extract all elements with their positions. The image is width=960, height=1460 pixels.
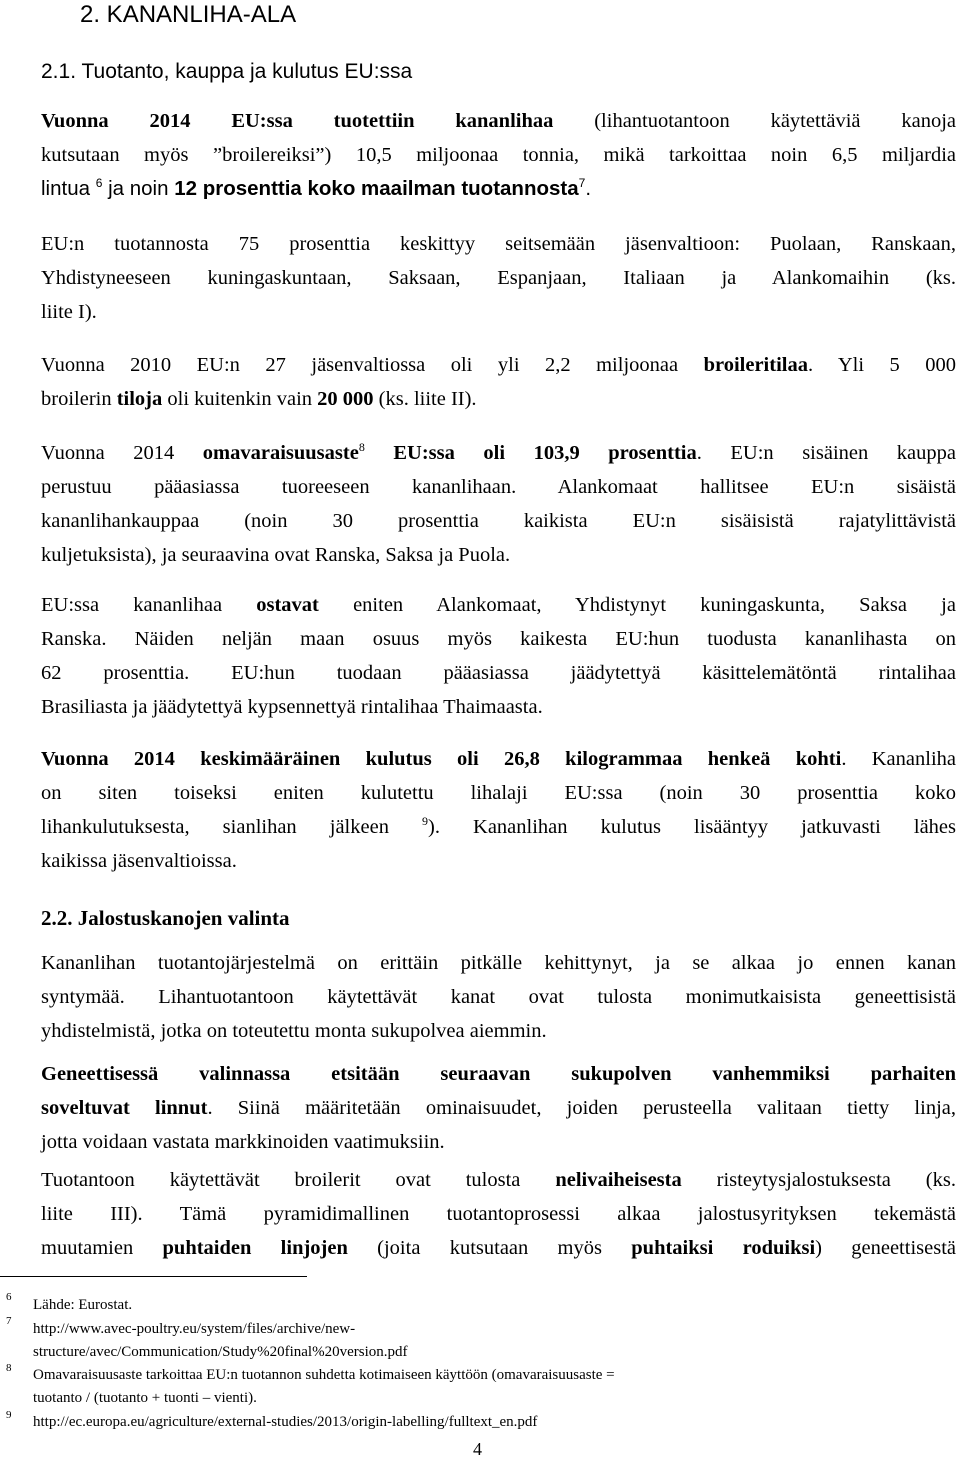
- bold-phrase: ostavat: [256, 594, 319, 616]
- bold-phrase: nelivaiheisesta: [555, 1169, 682, 1191]
- text-span: lihankulutuksesta, sianlihan jälkeen: [41, 816, 423, 838]
- footnote-ref[interactable]: 8: [358, 440, 365, 455]
- text-span: .: [585, 177, 592, 200]
- text-line: kaikissa jäsenvaltioissa.: [41, 850, 237, 872]
- text-line: jotta voidaan vastata markkinoiden vaatimuksiin.: [41, 1131, 445, 1153]
- text-line: liite III). Tämä pyramidimallinen tuotantoprosessi alkaa jalostusyrityksen tekemästä: [41, 1203, 956, 1225]
- bold-phrase: 20 000: [317, 388, 374, 410]
- bold-phrase: tiloja: [116, 388, 163, 410]
- text-line: [41, 1163, 956, 1197]
- bold-phrase: Vuonna 2014 keskimääräinen kulutus oli 26,8 kilogrammaa henkeä kohti: [41, 748, 842, 770]
- text-line: [41, 348, 956, 382]
- text-span: . EU:n sisäinen kauppa: [696, 442, 956, 464]
- bold-phrase: puhtaiden linjojen: [162, 1237, 348, 1259]
- paragraph-member-states: [41, 227, 956, 329]
- section-heading: 2. KANANLIHA-ALA: [80, 1, 297, 28]
- text-span: Vuonna 2010 EU:n 27 jäsenvaltiossa oli yli 2,2 miljoonaa: [41, 354, 704, 376]
- text-line: [41, 104, 956, 138]
- paragraph-imports: [41, 588, 956, 724]
- text-line: [41, 382, 956, 416]
- text-span: (lihantuotantoon käytettäviä kanoja: [553, 110, 956, 132]
- text-span: muutamien: [41, 1237, 163, 1259]
- footnote-ref[interactable]: 6: [95, 176, 103, 191]
- footnote-link[interactable]: http://www.avec-poultry.eu/system/files/archive/new-: [33, 1321, 356, 1337]
- text-span: risteytysjalostuksesta (ks.: [681, 1169, 956, 1191]
- text-line: kananlihankauppaa (noin 30 prosenttia kaikista EU:n sisäisistä rajatylittävistä: [41, 510, 956, 532]
- text-line: Ranska. Näiden neljän maan osuus myös kaikesta EU:hun tuodusta kananlihasta on: [41, 628, 956, 650]
- text-line: [41, 1231, 956, 1265]
- bold-phrase: soveltuvat linnut: [41, 1097, 208, 1119]
- bold-phrase: broileritilaa: [703, 354, 808, 376]
- text-line: [41, 810, 956, 844]
- text-line: [41, 588, 956, 622]
- footnote-ref[interactable]: 7: [578, 176, 586, 191]
- paragraph-farms: [41, 348, 956, 416]
- text-span: ). Kananlihan kulutus lisääntyy jatkuvasti lähes: [428, 816, 957, 838]
- footnote-text: Lähde: Eurostat.: [33, 1297, 133, 1313]
- text-line: [41, 742, 956, 776]
- text-line: [41, 1091, 956, 1125]
- footnote-separator: [0, 1276, 307, 1277]
- bold-phrase: omavaraisuusaste: [202, 442, 359, 464]
- footnote-number: 6: [6, 1291, 12, 1303]
- text-line: syntymää. Lihantuotantoon käytettävät kanat ovat tulosta monimutkaisista geneettisistä: [41, 986, 956, 1008]
- footnote-link[interactable]: structure/avec/Communication/Study%20final%20version.pdf: [33, 1344, 408, 1360]
- text-span: oli kuitenkin vain: [162, 388, 318, 410]
- text-line: EU:n tuotannosta 75 prosenttia keskittyy seitsemään jäsenvaltioon: Puolaan, Ranskaan,: [41, 233, 956, 255]
- bold-phrase: puhtaiksi roduiksi: [631, 1237, 816, 1259]
- text-line: Geneettisessä valinnassa etsitään seuraavan sukupolven vanhemmiksi parhaiten: [41, 1063, 956, 1085]
- bold-phrase: EU:ssa oli 103,9 prosenttia: [364, 442, 697, 464]
- text-line: [41, 436, 956, 470]
- text-line: kuljetuksista), ja seuraavina ovat Ranska, Saksa ja Puola.: [41, 544, 511, 566]
- text-span: (ks. liite II).: [373, 388, 477, 410]
- paragraph-consumption: [41, 742, 956, 878]
- text-span: Tuotantoon käytettävät broilerit ovat tulosta: [41, 1169, 556, 1191]
- paragraph-breeding: [41, 1163, 956, 1265]
- text-line: Kananlihan tuotantojärjestelmä on erittäin pitkälle kehittynyt, ja se alkaa jo ennen kanan: [41, 952, 956, 974]
- text-span: . Yli 5 000: [807, 354, 956, 376]
- text-span: . Kananliha: [841, 748, 956, 770]
- page-number: 4: [473, 1439, 482, 1459]
- text-line: 62 prosenttia. EU:hun tuodaan pääasiassa jäädytettyä käsittelemätöntä rintalihaa: [41, 662, 956, 684]
- text-line: on siten toiseksi eniten kulutettu lihalaji EU:ssa (noin 30 prosenttia koko: [41, 782, 956, 804]
- footnote-text: tuotanto / (tuotanto + tuonti – vienti).: [33, 1390, 257, 1406]
- text-span: . Siinä määritetään ominaisuudet, joiden perusteella valitaan tietty linja,: [207, 1097, 956, 1119]
- text-line: Yhdistyneeseen kuningaskuntaan, Saksaan, Espanjaan, Italiaan ja Alankomaihin (ks.: [41, 267, 956, 289]
- text-span: eniten Alankomaat, Yhdistynyt kuningaskunta, Saksa ja: [318, 594, 956, 616]
- text-line: kutsutaan myös ”broilereiksi”) 10,5 miljoonaa tonnia, mikä tarkoittaa noin 6,5 miljardia: [41, 144, 956, 166]
- text-span: EU:ssa kananlihaa: [41, 594, 257, 616]
- footnote-link[interactable]: http://ec.europa.eu/agriculture/external-studies/2013/origin-labelling/fulltext_en.pdf: [33, 1414, 538, 1430]
- bold-phrase: 12 prosenttia koko maailman tuotannosta: [174, 177, 579, 200]
- text-span: Vuonna 2014: [41, 442, 203, 464]
- text-line: perustuu pääasiassa tuoreeseen kananlihaan. Alankomaat hallitsee EU:n sisäistä: [41, 476, 956, 498]
- text-line: liite I).: [41, 301, 97, 323]
- text-span: ) geneettisestä: [815, 1237, 956, 1259]
- subsection-heading-2-2: 2.2. Jalostuskanojen valinta: [41, 906, 290, 930]
- text-line: yhdistelmistä, jotka on toteutettu monta sukupolvea aiemmin.: [41, 1020, 547, 1042]
- text-line: [41, 172, 956, 206]
- bold-phrase: Vuonna 2014 EU:ssa tuotettiin kananlihaa: [41, 110, 554, 132]
- paragraph-production-system: [41, 946, 956, 1048]
- footnote-number: 7: [6, 1315, 12, 1327]
- paragraph-self-sufficiency: [41, 436, 956, 572]
- footnote-ref[interactable]: 9: [422, 814, 429, 829]
- footnote-number: 9: [6, 1409, 12, 1421]
- paragraph-production: [41, 104, 956, 206]
- subsection-heading-2-1: 2.1. Tuotanto, kauppa ja kulutus EU:ssa: [41, 60, 413, 83]
- text-span: (joita kutsutaan myös: [347, 1237, 632, 1259]
- text-line: Brasiliasta ja jäädytettyä kypsennettyä rintalihaa Thaimaasta.: [41, 696, 543, 718]
- text-span: broilerin: [41, 388, 117, 410]
- text-span: lintua: [41, 177, 96, 200]
- footnote-number: 8: [6, 1362, 12, 1374]
- footnote-text: Omavaraisuusaste tarkoittaa EU:n tuotannon suhdetta kotimaiseen käyttöön (omavaraisuusaste =: [33, 1367, 615, 1383]
- paragraph-genetic-selection: [41, 1057, 956, 1159]
- text-span: ja noin: [102, 177, 175, 200]
